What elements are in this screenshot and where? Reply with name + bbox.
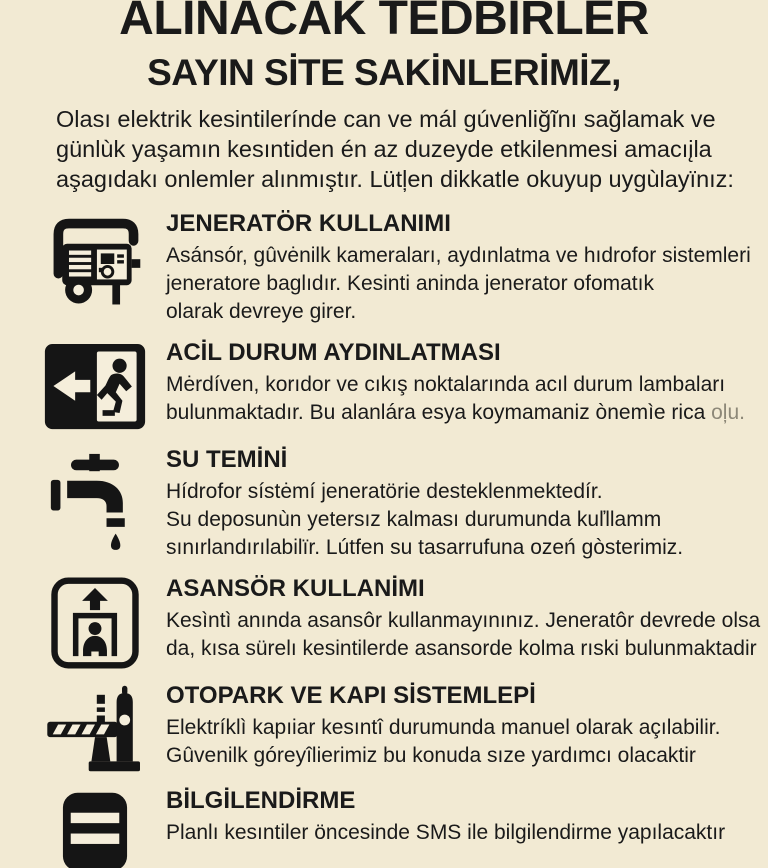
section-title: OTOPARK VE KAPI SİSTEMLEPİ — [166, 682, 536, 709]
page-title: ALINACAK TEDBIRLER — [119, 0, 649, 45]
section-title: JENERATÖR KULLANIMI — [166, 210, 451, 237]
faded-word: oļu. — [711, 401, 745, 424]
section-title: ASANSÖR KULLANİMI — [166, 575, 425, 602]
emergency-exit-icon — [30, 341, 160, 433]
body-line: Su deposunùn yetersız kalması durumunda kuľllamm — [166, 508, 662, 531]
body-line: Gûvenilk góreyîlierimiz bu konuda sıze yardımcı olacaktir — [166, 744, 696, 767]
section-elevator — [30, 575, 761, 669]
section-water-supply — [30, 446, 748, 562]
body-line: Planlı kesıntiler öncesinde SMS ile bilgilendirme yapılacaktır — [166, 821, 726, 844]
section-emergency-lighting — [30, 339, 748, 433]
section-generator — [30, 210, 751, 326]
barrier-icon — [30, 684, 160, 774]
body-line: olarak devreye girer. — [166, 300, 357, 323]
sections-list — [0, 210, 768, 859]
body-line: Hídrofor sístėmí jeneratörie desteklenmektedír. — [166, 480, 603, 503]
intro-paragraph — [0, 104, 768, 194]
intro-line: günlùk yaşamın kesıntiden én az duzeyde etkilenmesi amacıįla — [56, 136, 712, 162]
elevator-icon — [30, 577, 160, 669]
body-line: Asánsór, gûvėnilk kameraları, aydınlatma ve hıdrofor sistemleri — [166, 244, 751, 267]
body-line: bulunmaktadır. Bu alanlára esya koymamaniz ònemìe rica oļu. — [166, 401, 745, 424]
body-line: sınırlandırılabilïr. Lútfen su tasarrufuna ozeń gòsterimiz. — [166, 536, 684, 559]
page-subtitle: SAYIN SİTE SAKİNLERİMİZ, — [147, 52, 621, 93]
intro-line: Olası elektrik kesintilerínde can ve mál gúvenliğĩnı sağlamak ve — [56, 106, 716, 132]
faucet-icon — [30, 448, 160, 552]
body-line: Kesìntì anında asansôr kullanmayınınız. Jeneratôr devrede olsa — [166, 609, 761, 632]
info-icon — [30, 789, 160, 859]
body-line: jeneratore baglıdır. Kesinti aninda jenerator ofomatık — [166, 272, 654, 295]
intro-line: aşagıdakı onlemler alınmıştır. Lütļen dikkatle okuyup uygùlayïnız: — [56, 166, 734, 192]
body-line: Mėrdíven, korıdor ve cıkış noktalarında acıl durum lambaları — [166, 373, 726, 396]
body-line: Elektríklì kapıiar kesıntî durumunda manuel olarak açılabilir. — [166, 716, 721, 739]
body-line: da, kısa sürelı kesintilerde asansorde kolma rıski bulunmaktadir — [166, 637, 757, 660]
section-parking-gates — [30, 682, 748, 774]
section-title: SU TEMİNİ — [166, 446, 288, 473]
section-title: BİLGİLENDİRME — [166, 787, 356, 814]
section-information — [30, 787, 748, 859]
generator-icon — [30, 212, 160, 316]
section-title: ACİL DURUM AYDINLATMASI — [166, 339, 501, 366]
